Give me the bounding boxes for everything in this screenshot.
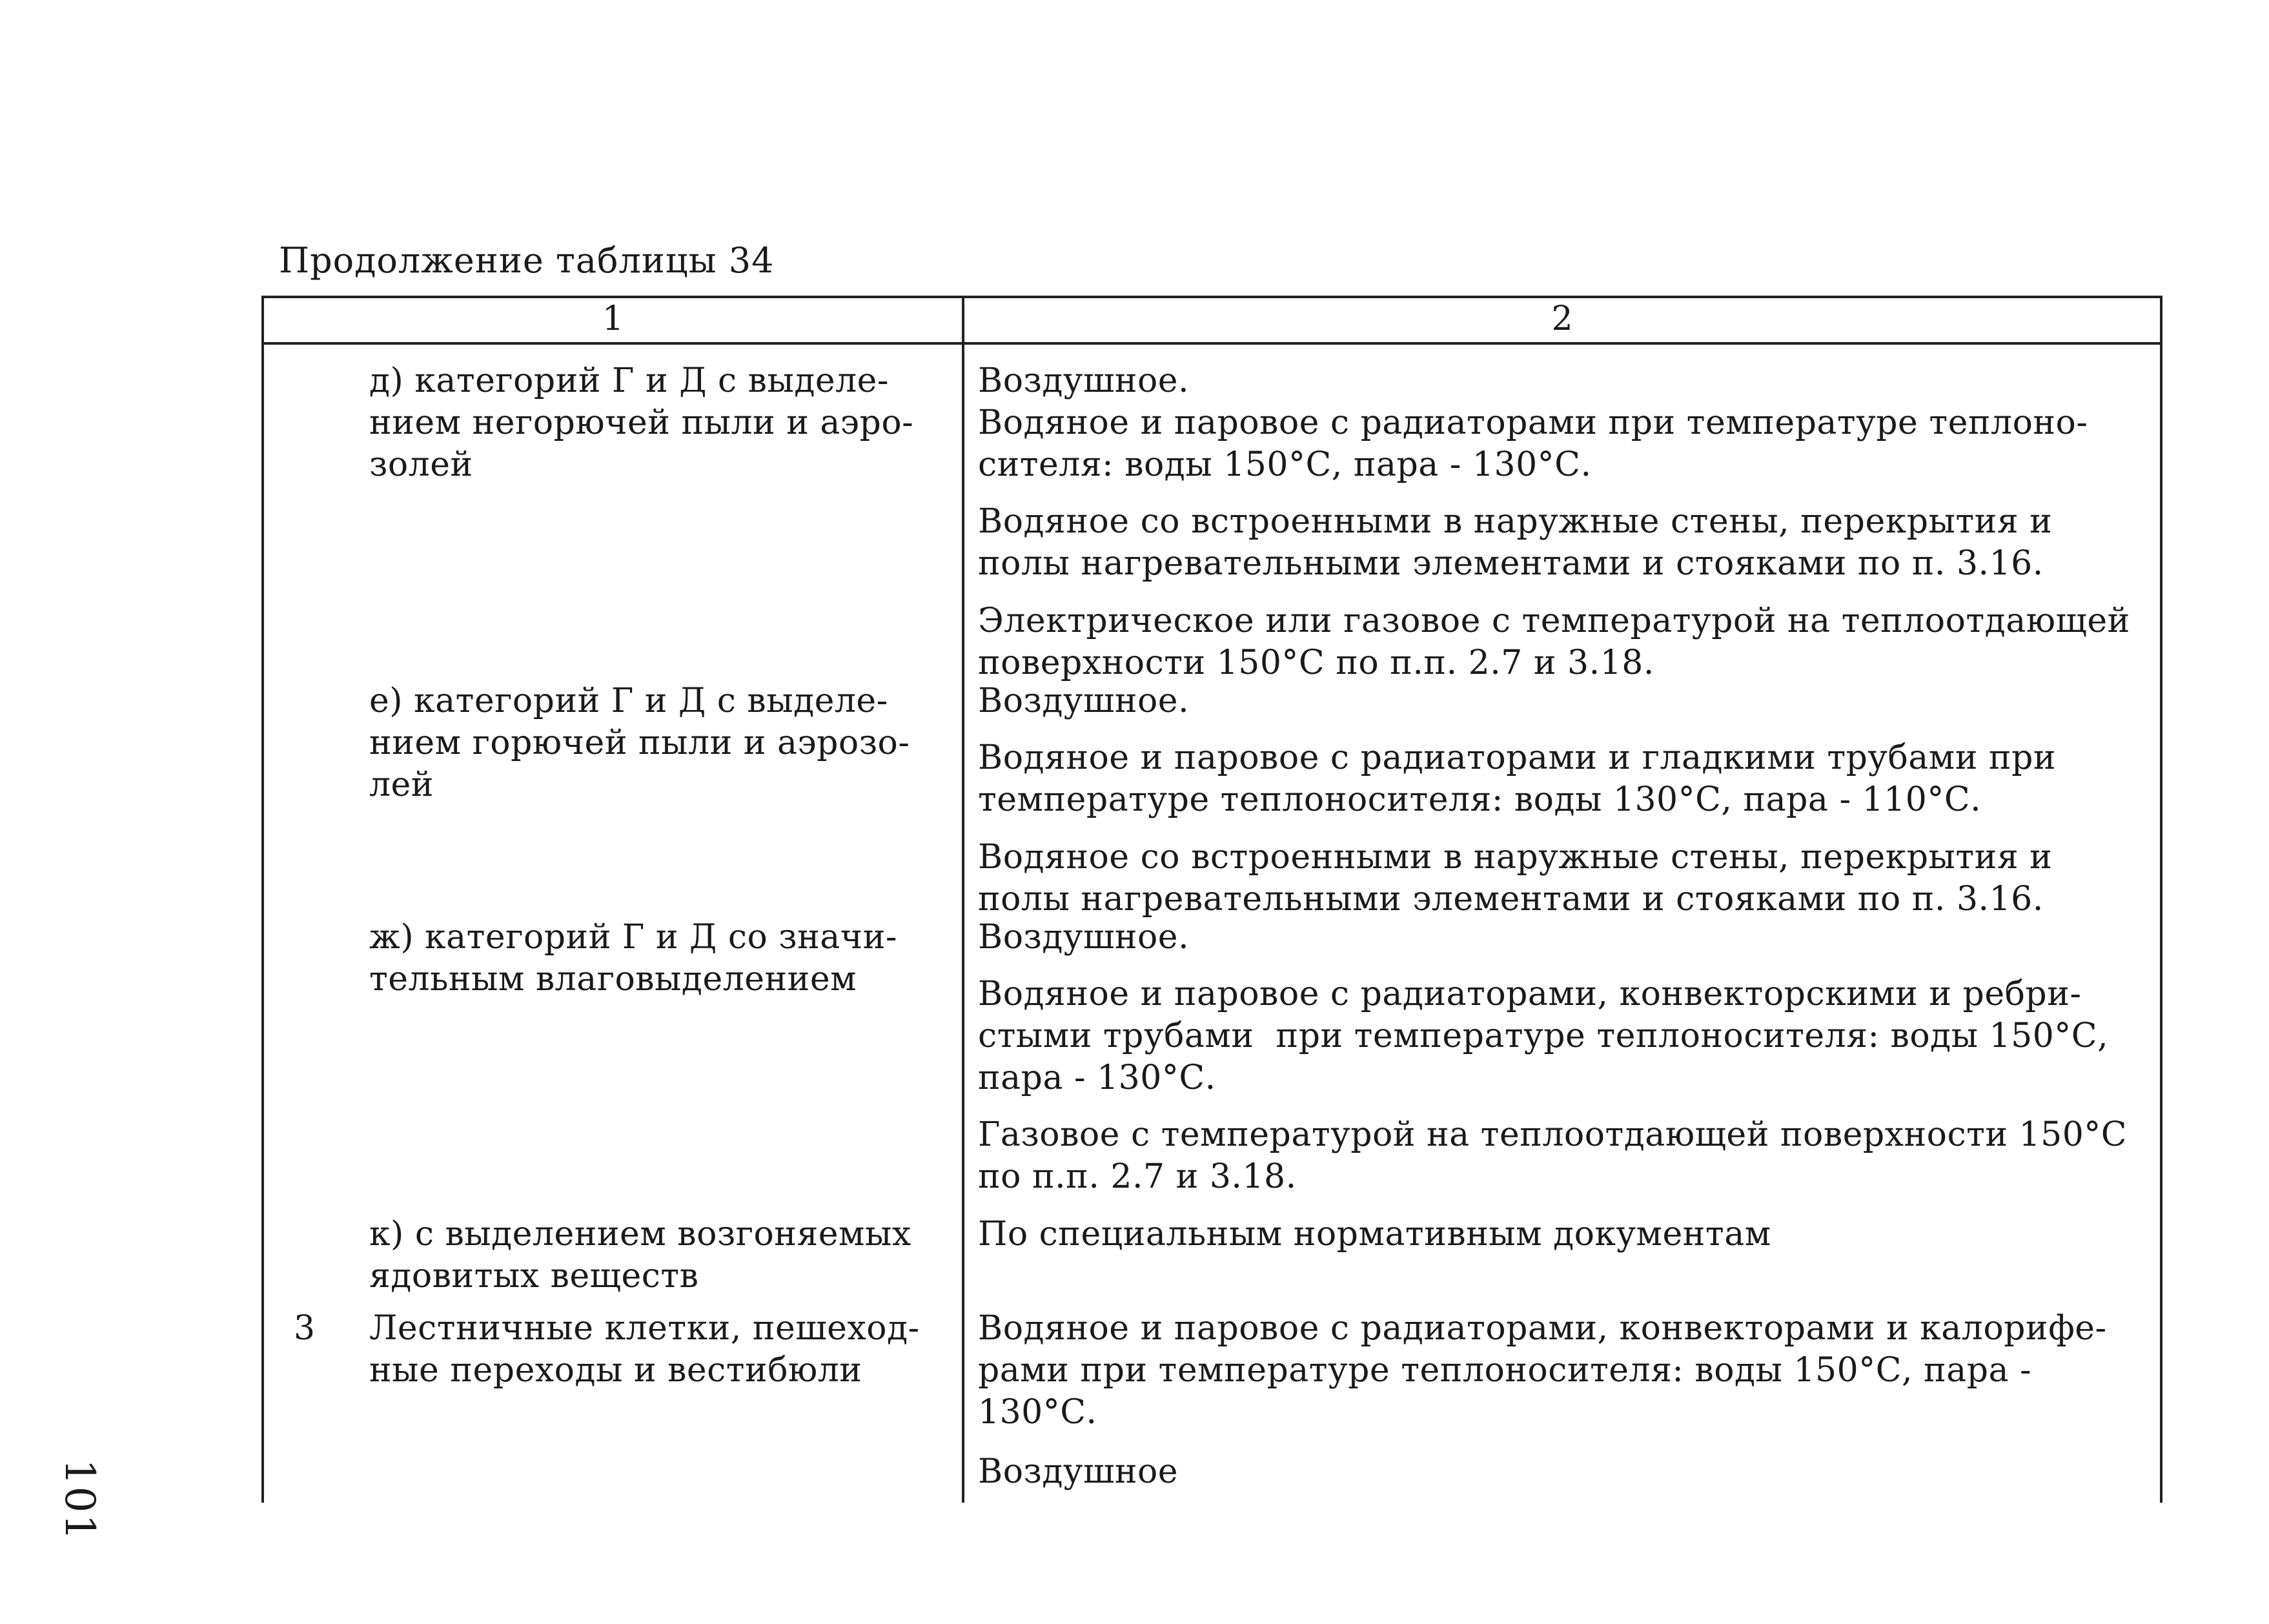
table-caption: Продолжение таблицы 34: [279, 240, 775, 281]
row-d-text-3-line-1: Электрическое или газовое с температурой на теплоотдающей: [978, 602, 2130, 640]
row-d-text-3-line-2: поверхности 150°С по п.п. 2.7 и 3.18.: [978, 644, 1654, 682]
column-header-1: 1: [602, 299, 624, 338]
table-right-border: [2160, 296, 2162, 1503]
table-header-border: [261, 342, 2162, 345]
column-header-2: 2: [1551, 299, 1573, 338]
row-d-label-line-2: нием негорючей пыли и аэро-: [369, 403, 914, 442]
row-zh-text-2-line-2: стыми трубами при температуре теплоносителя: воды 150°С,: [978, 1017, 2109, 1055]
row-e-text-3-line-1: Водяное со встроенными в наружные стены, перекрытия и: [978, 838, 2053, 877]
row-d-text-1-line-3: сителя: воды 150°С, пара - 130°С.: [978, 445, 1592, 484]
row-3-text-1-line-2: рами при температуре теплоносителя: воды 150°С, пара -: [978, 1351, 2032, 1390]
row-3-text-1-line-3: 130°С.: [978, 1393, 1097, 1432]
continued-table: [261, 296, 2162, 1503]
row-zh-text-2-line-3: пара - 130°С.: [978, 1059, 1216, 1097]
row-k-label-line-2: ядовитых веществ: [369, 1257, 699, 1295]
row-zh-text-2-line-1: Водяное и паровое с радиаторами, конвекторскими и ребри-: [978, 975, 2082, 1013]
row-d-text-1-line-2: Водяное и паровое с радиаторами при температуре теплоно-: [978, 403, 2088, 442]
row-zh-text-3-line-2: по п.п. 2.7 и 3.18.: [978, 1157, 1297, 1196]
row-3-label-line-2: ные переходы и вестибюли: [369, 1351, 862, 1390]
row-k-text-1: По специальным нормативным документам: [978, 1215, 1771, 1254]
row-e-text-2-line-2: температуре теплоносителя: воды 130°С, пара - 110°С.: [978, 780, 1982, 819]
page-number: 101: [56, 1459, 103, 1542]
table-left-border: [261, 296, 264, 1503]
table-column-divider: [962, 296, 964, 1503]
row-e-text-2-line-1: Водяное и паровое с радиаторами и гладкими трубами при: [978, 738, 2057, 777]
row-d-text-1-line-1: Воздушное.: [978, 361, 1190, 400]
row-zh-text-3-line-1: Газовое с температурой на теплоотдающей поверхности 150°С: [978, 1115, 2128, 1154]
row-d-label-line-3: золей: [369, 445, 473, 484]
row-zh-label-line-2: тельным влаговыделением: [369, 960, 857, 999]
row-e-text-3-line-2: полы нагревательными элементами и стояками по п. 3.16.: [978, 880, 2044, 919]
row-e-text-1: Воздушное.: [978, 682, 1190, 720]
row-d-text-2-line-2: полы нагревательными элементами и стояками по п. 3.16.: [978, 544, 2044, 583]
table-top-border: [261, 296, 2162, 298]
row-e-label-line-3: лей: [369, 766, 434, 804]
row-3-label-line-1: Лестничные клетки, пешеход-: [369, 1309, 920, 1348]
row-3-text-1-line-1: Водяное и паровое с радиаторами, конвекторами и калорифе-: [978, 1309, 2107, 1348]
row-d-text-2-line-1: Водяное со встроенными в наружные стены, перекрытия и: [978, 502, 2053, 541]
row-zh-text-1: Воздушное.: [978, 918, 1190, 957]
row-k-label-line-1: к) с выделением возгоняемых: [369, 1215, 911, 1254]
row-d-label-line-1: д) категорий Г и Д с выделе-: [369, 361, 889, 400]
row-e-label-line-2: нием горючей пыли и аэрозо-: [369, 724, 910, 762]
row-e-label-line-1: е) категорий Г и Д с выделе-: [369, 682, 888, 720]
row-3-text-2: Воздушное: [978, 1452, 1179, 1491]
row-zh-label-line-1: ж) категорий Г и Д со значи-: [369, 918, 897, 957]
row-3-number: 3: [294, 1309, 316, 1348]
